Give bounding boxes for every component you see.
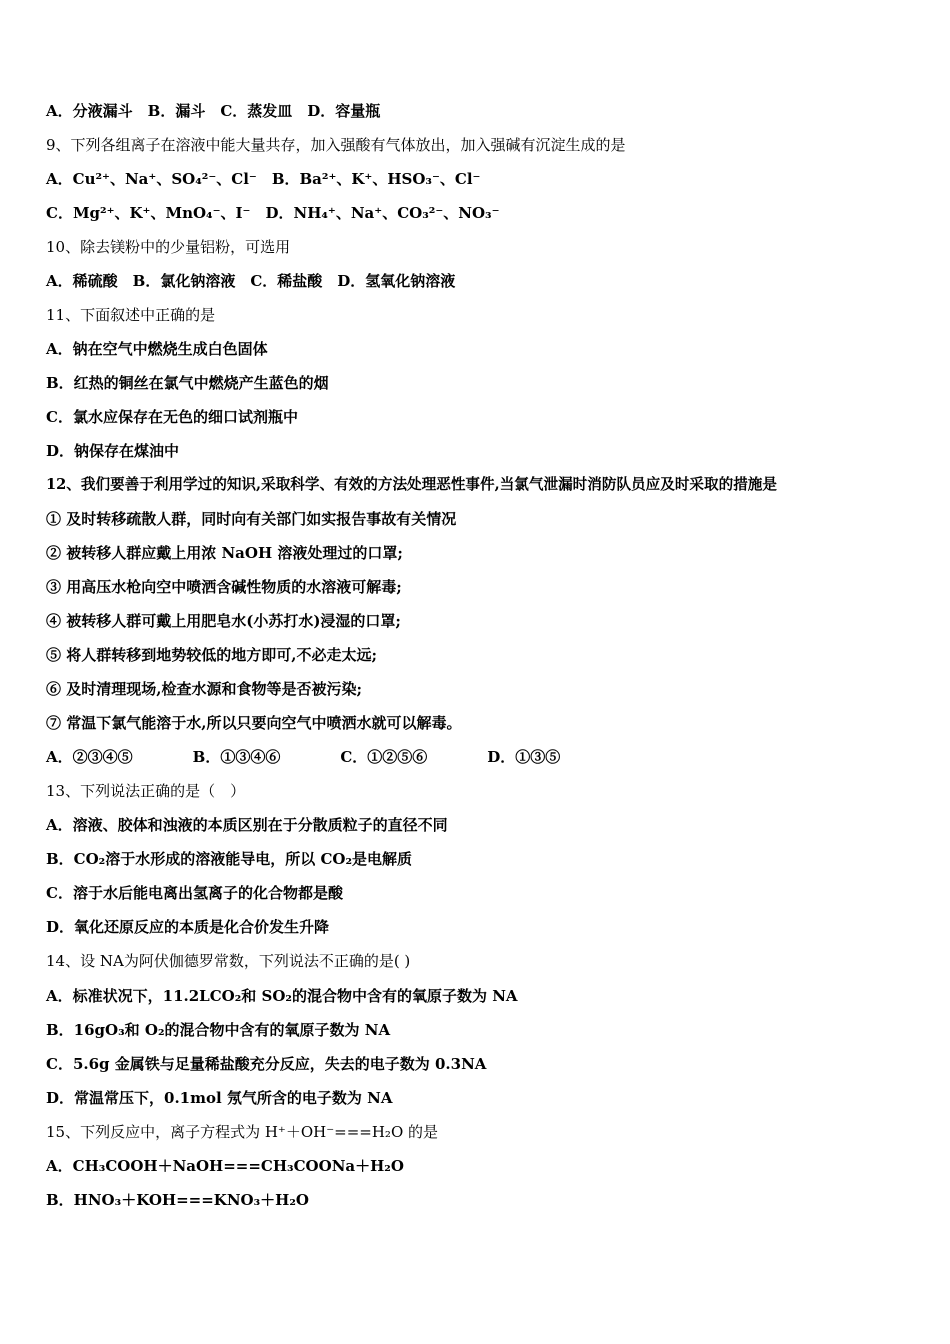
q14-option-d: D．常温常压下，0.1mol 氖气所含的电子数为 NA (46, 1089, 393, 1107)
q14-option-c: C．5.6g 金属铁与足量稀盐酸充分反应，失去的电子数为 0.3NA (46, 1055, 487, 1073)
q11-option-d: D．钠保存在煤油中 (46, 442, 180, 460)
q13-option-d: D．氧化还原反应的本质是化合价发生升降 (46, 918, 330, 936)
q12-item-3: ③ 用高压水枪向空中喷洒含碱性物质的水溶液可解毒; (46, 578, 402, 596)
q13-option-c: C．溶于水后能电离出氢离子的化合物都是酸 (46, 884, 343, 902)
q14-option-a: A．标准状况下，11.2LCO₂和 SO₂的混合物中含有的氧原子数为 NA (46, 987, 518, 1005)
q15-option-b: B．HNO₃＋KOH===KNO₃＋H₂O (46, 1191, 309, 1209)
q9-options-cd: C．Mg²⁺、K⁺、MnO₄⁻、I⁻ D．NH₄⁺、Na⁺、CO₃²⁻、NO₃⁻ (46, 204, 500, 222)
q9-stem: 9、下列各组离子在溶液中能大量共存，加入强酸有气体放出，加入强碱有沉淀生成的是 (46, 136, 626, 154)
q12-item-6: ⑥ 及时清理现场,检查水源和食物等是否被污染; (46, 680, 362, 698)
q13-option-b: B．CO₂溶于水形成的溶液能导电，所以 CO₂是电解质 (46, 850, 413, 868)
q15-option-a: A．CH₃COOH＋NaOH===CH₃COONa＋H₂O (46, 1157, 404, 1175)
q11-option-a: A．钠在空气中燃烧生成白色固体 (46, 340, 268, 358)
q14-stem: 14、设 NA为阿伏伽德罗常数，下列说法不正确的是( ) (46, 952, 411, 970)
q12-item-5: ⑤ 将人群转移到地势较低的地方即可,不必走太远; (46, 646, 377, 664)
q8-options: A．分液漏斗 B．漏斗 C．蒸发皿 D．容量瓶 (46, 102, 381, 120)
q12-item-7: ⑦ 常温下氯气能溶于水,所以只要向空气中喷洒水就可以解毒。 (46, 714, 462, 732)
q11-option-b: B．红热的铜丝在氯气中燃烧产生蓝色的烟 (46, 374, 329, 392)
q11-option-c: C．氯水应保存在无色的细口试剂瓶中 (46, 408, 298, 426)
q12-item-2: ② 被转移人群应戴上用浓 NaOH 溶液处理过的口罩; (46, 544, 403, 562)
q12-item-1: ① 及时转移疏散人群，同时向有关部门如实报告事故有关情况 (46, 510, 457, 528)
q12-stem: 12、我们要善于利用学过的知识,采取科学、有效的方法处理恶性事件,当氯气泄漏时消防队员应及时采取的措施是 (46, 476, 777, 493)
q12-item-4: ④ 被转移人群可戴上用肥皂水(小苏打水)浸湿的口罩; (46, 612, 401, 630)
q15-stem: 15、下列反应中，离子方程式为 H⁺＋OH⁻===H₂O 的是 (46, 1123, 439, 1141)
q13-stem: 13、下列说法正确的是（ ） (46, 782, 246, 800)
q9-options-ab: A．Cu²⁺、Na⁺、SO₄²⁻、Cl⁻ B．Ba²⁺、K⁺、HSO₃⁻、Cl⁻ (46, 170, 481, 188)
q11-stem: 11、下面叙述中正确的是 (46, 306, 216, 324)
q14-option-b: B．16gO₃和 O₂的混合物中含有的氧原子数为 NA (46, 1021, 391, 1039)
q13-option-a: A．溶液、胶体和浊液的本质区别在于分散质粒子的直径不同 (46, 816, 448, 834)
q12-options: A．②③④⑤ B．①③④⑥ C．①②⑤⑥ D．①③⑤ (46, 748, 561, 766)
q10-options: A．稀硫酸 B．氯化钠溶液 C．稀盐酸 D．氢氧化钠溶液 (46, 272, 456, 290)
q10-stem: 10、除去镁粉中的少量铝粉，可选用 (46, 238, 291, 256)
